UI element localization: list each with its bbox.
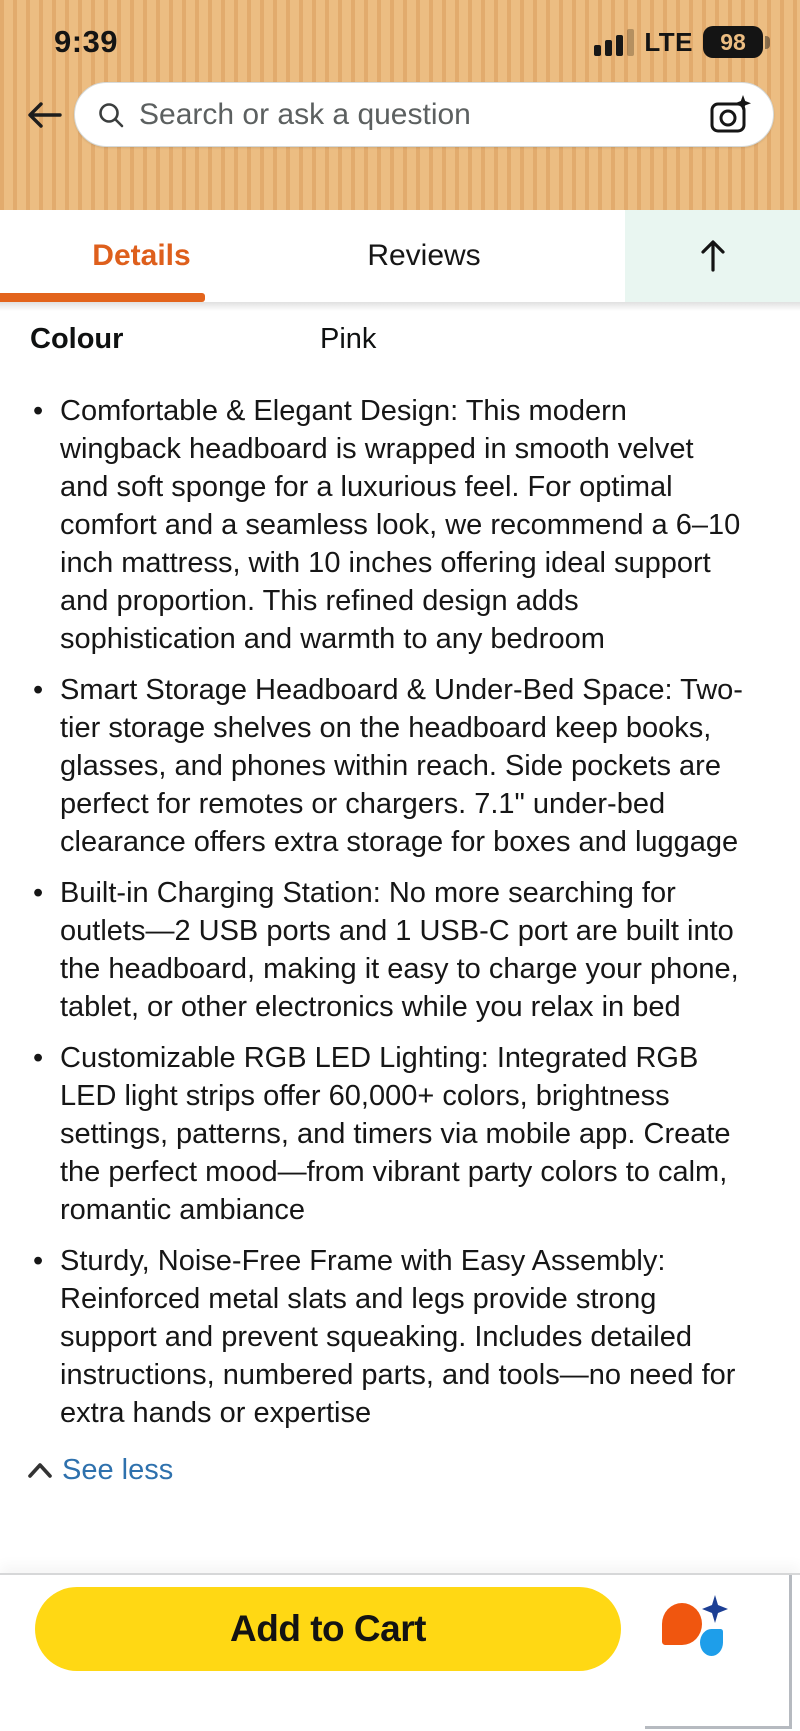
feature-bullet: • Smart Storage Headboard & Under-Bed Space: Two-tier storage shelves on the headboard keep books, glasses, and phones within reach. Side pockets are perfect for remotes or chargers. 7.1" under-bed clearance offers extra storage for boxes and luggage xyxy=(30,671,748,861)
overlay-corner-border-vertical xyxy=(789,1575,792,1728)
battery-nib xyxy=(765,36,770,49)
spec-row-colour xyxy=(30,323,770,356)
search-input[interactable] xyxy=(139,98,709,132)
bottom-action-bar xyxy=(0,1573,800,1731)
rufus-orange-bubble xyxy=(662,1603,702,1645)
see-less-link[interactable] xyxy=(28,1454,770,1487)
sparkle-icon xyxy=(702,1595,728,1623)
scroll-to-top-button[interactable] xyxy=(625,210,800,302)
tab-details[interactable]: Details xyxy=(92,239,191,272)
feature-bullet: • Built-in Charging Station: No more searching for outlets—2 USB ports and 1 USB-C port are built into the headboard, making it easy to charge your phone, tablet, or other electronics while you relax in bed xyxy=(30,874,748,1026)
camera-search-icon[interactable] xyxy=(709,95,751,135)
feature-bullet: • Sturdy, Noise-Free Frame with Easy Assembly: Reinforced metal slats and legs provide strong support and prevent squeaking. Includes detailed instructions, numbered parts, and tools—no need for extra hands or expertise xyxy=(30,1242,748,1432)
tab-spacer xyxy=(565,210,625,302)
see-less-label: See less xyxy=(62,1454,174,1486)
add-to-cart-button[interactable]: Add to Cart xyxy=(35,1587,621,1671)
tab-reviews[interactable]: Reviews xyxy=(367,239,481,272)
feature-bullet: • Comfortable & Elegant Design: This modern wingback headboard is wrapped in smooth velvet and soft sponge for a luxurious feel. For optimal comfort and a seamless look, we recommend a 6–10 inch mattress, with 10 inches offering ideal support and proportion. This refined design adds sophistication and warmth to any bedroom xyxy=(30,392,748,658)
search-bar[interactable] xyxy=(74,82,774,147)
search-row xyxy=(0,82,800,147)
tab-bar xyxy=(0,210,800,302)
battery-icon xyxy=(703,26,770,58)
network-type-label: LTE xyxy=(644,26,693,57)
search-icon xyxy=(97,101,125,129)
chevron-up-icon xyxy=(28,1463,52,1478)
feature-bullet: • Customizable RGB LED Lighting: Integrated RGB LED light strips offer 60,000+ colors, brightness settings, patterns, and timers via mobile app. Create the perfect mood—from vibrant party colors to calm, romantic ambiance xyxy=(30,1039,748,1229)
rufus-blue-drop xyxy=(700,1629,723,1656)
status-indicators xyxy=(594,26,770,58)
status-time: 9:39 xyxy=(54,24,119,59)
feature-bullet-list xyxy=(30,392,748,1432)
spec-label: Colour xyxy=(30,323,124,355)
back-button[interactable] xyxy=(16,100,74,130)
header xyxy=(0,0,800,210)
up-arrow-icon xyxy=(698,239,728,273)
status-bar xyxy=(0,0,800,60)
details-tab-underline xyxy=(0,293,205,302)
back-arrow-icon xyxy=(26,100,64,130)
battery-percent: 98 xyxy=(703,26,763,58)
overlay-corner-border-horizontal xyxy=(645,1726,792,1729)
spec-value: Pink xyxy=(320,323,377,355)
rufus-assistant-button[interactable] xyxy=(658,1593,732,1665)
signal-strength-icon xyxy=(594,28,634,56)
tab-bar-shadow xyxy=(0,302,800,311)
